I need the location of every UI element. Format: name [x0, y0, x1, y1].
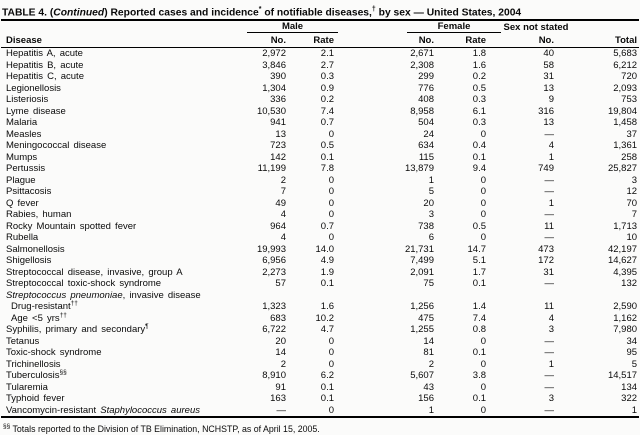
- male-rate-cell: 0.5: [320, 140, 334, 152]
- male-rate-cell: 0.2: [320, 94, 334, 106]
- table-row: [1, 152, 639, 164]
- table-row: [1, 278, 639, 290]
- title-text: ) Reported cases and incidence: [104, 7, 259, 19]
- sex-not-stated-no-cell: 473: [538, 243, 554, 255]
- female-no-cell: 5: [428, 186, 434, 198]
- female-rate-cell: 1.8: [472, 48, 486, 60]
- table-row: [1, 255, 639, 267]
- total-cell: 37: [626, 128, 638, 140]
- male-rate-cell: 4.7: [320, 324, 334, 336]
- table-row: [1, 267, 639, 279]
- disease-label: Syphilis, primary and secondary¶: [6, 323, 149, 336]
- table-row: [1, 175, 639, 187]
- female-no-cell: 299: [418, 71, 434, 83]
- sex-not-stated-no-cell: 31: [543, 266, 554, 278]
- table-row: [1, 83, 639, 95]
- female-rate-cell: 0.2: [472, 71, 486, 83]
- table-row: [1, 163, 639, 175]
- male-rate-cell: 0: [328, 358, 334, 370]
- sex-not-stated-no-cell: —: [544, 381, 554, 393]
- sex-not-stated-no-cell: 3: [548, 393, 554, 405]
- female-no-cell: 5,607: [410, 370, 434, 382]
- male-rate-cell: 0: [328, 128, 334, 140]
- total-cell: 1,713: [613, 220, 638, 232]
- footnote: [1, 418, 639, 434]
- sex-not-stated-no-cell: 13: [543, 82, 554, 94]
- sex-not-stated-no-cell: 4: [548, 140, 554, 152]
- table-row: [1, 129, 639, 141]
- table-row: [1, 382, 639, 394]
- male-no-cell: 4: [280, 209, 286, 221]
- male-rate-cell: 0.7: [320, 220, 334, 232]
- total-cell: 1: [631, 404, 638, 416]
- female-rate-cell: 0.1: [472, 151, 486, 163]
- male-rate-cell: 0.3: [320, 71, 334, 83]
- male-no-cell: 7: [280, 186, 286, 198]
- disease-label: Typhoid fever: [6, 393, 65, 405]
- total-cell: 6,212: [613, 59, 638, 71]
- female-rate-cell: 0: [480, 209, 486, 221]
- sex-not-stated-no-cell: —: [544, 232, 554, 244]
- disease-label: Hepatitis C, acute: [6, 71, 84, 83]
- disease-label: Psittacosis: [6, 186, 52, 198]
- sex-not-stated-no-cell: 172: [538, 255, 554, 267]
- table-row: [1, 301, 639, 313]
- sex-not-stated-no-cell: 316: [538, 105, 554, 117]
- sex-not-stated-no-cell: 11: [544, 220, 554, 232]
- male-no-cell: 57: [275, 278, 286, 290]
- total-cell: 25,827: [607, 163, 638, 175]
- footnote-marker-asterisk: *: [258, 6, 262, 13]
- male-no-cell: 964: [270, 220, 286, 232]
- male-rate-cell: 0: [328, 232, 334, 244]
- total-cell: 7,980: [613, 324, 638, 336]
- table-row: [1, 347, 639, 359]
- female-rate-cell: 0.8: [472, 324, 486, 336]
- disease-label: Streptococcal toxic-shock syndrome: [6, 278, 162, 290]
- column-header-sex-not-stated-no: No.: [486, 33, 554, 48]
- male-no-cell: [241, 290, 286, 302]
- total-cell: 753: [621, 94, 638, 106]
- male-rate-cell: 0.1: [320, 381, 334, 393]
- male-no-cell: 2: [280, 358, 286, 370]
- male-rate-cell: 0: [328, 347, 334, 359]
- disease-label: Mumps: [6, 151, 38, 163]
- male-rate-cell: 4.9: [320, 255, 334, 267]
- female-rate-cell: 3.8: [472, 370, 486, 382]
- table-row: [1, 186, 639, 198]
- female-no-cell: 1: [428, 174, 434, 186]
- male-no-cell: 13: [275, 128, 286, 140]
- total-cell: 258: [621, 151, 638, 163]
- group-header-cell: [1, 21, 639, 33]
- female-rate-cell: 0.1: [472, 278, 486, 290]
- male-rate-cell: 0: [328, 335, 334, 347]
- total-cell: 1,361: [613, 140, 638, 152]
- total-cell: 5,683: [613, 48, 638, 60]
- male-no-cell: 49: [275, 197, 286, 209]
- notifiable-diseases-table: [1, 21, 639, 416]
- female-rate-cell: 0: [480, 174, 486, 186]
- disease-label: Malaria: [6, 117, 38, 129]
- table-row: [1, 106, 639, 118]
- sex-not-stated-no-cell: —: [544, 128, 554, 140]
- disease-label: Pertussis: [6, 163, 46, 175]
- disease-label: Vancomycin-resistant Staphylococcus aureus: [6, 404, 200, 416]
- total-cell: 14,627: [607, 255, 638, 267]
- male-no-cell: 4: [280, 232, 286, 244]
- disease-label: Tularemia: [6, 381, 48, 393]
- male-rate-cell: 0.9: [320, 82, 334, 94]
- sex-not-stated-no-cell: —: [544, 186, 554, 198]
- female-no-cell: 738: [418, 220, 434, 232]
- disease-label: Drug-resistant††: [11, 300, 78, 313]
- table-row: [1, 324, 639, 336]
- male-rate-cell: 1.9: [320, 266, 334, 278]
- male-no-cell: 8,910: [262, 370, 286, 382]
- female-rate-cell: 0: [480, 232, 486, 244]
- total-cell: 134: [621, 381, 638, 393]
- total-cell: 10: [626, 232, 638, 244]
- footnote-marker: §§: [3, 423, 11, 431]
- female-rate-cell: 0: [480, 404, 486, 416]
- male-no-cell: —: [276, 404, 286, 416]
- female-no-cell: 1,255: [410, 324, 434, 336]
- disease-label: Lyme disease: [6, 105, 66, 117]
- table-row: [1, 117, 639, 129]
- disease-label: Legionellosis: [6, 82, 61, 94]
- group-header-row: [1, 21, 639, 33]
- male-no-cell: 336: [270, 94, 286, 106]
- column-header-male-rate: Rate: [286, 33, 334, 48]
- disease-label: Hepatitis B, acute: [6, 59, 84, 71]
- table-row: [1, 370, 639, 382]
- female-no-cell: 13,879: [404, 163, 434, 175]
- table-row: [1, 359, 639, 371]
- total-cell: 132: [621, 278, 638, 290]
- table-row: [1, 244, 639, 256]
- male-no-cell: 3,846: [262, 59, 286, 71]
- female-no-cell: 21,731: [404, 243, 434, 255]
- male-no-cell: 10,530: [256, 105, 286, 117]
- female-rate-cell: 0.5: [472, 220, 486, 232]
- table-row: [1, 209, 639, 221]
- disease-label: Meningococcal disease: [6, 140, 107, 152]
- column-header-row: [1, 33, 639, 48]
- footnote-marker-dagger: †: [371, 6, 376, 13]
- female-no-cell: 2,091: [410, 266, 434, 278]
- sex-not-stated-no-cell: 31: [543, 71, 554, 83]
- sex-not-stated-no-cell: —: [544, 174, 554, 186]
- female-rate-cell: 14.7: [467, 243, 486, 255]
- title-text: TABLE 4. (: [2, 7, 54, 19]
- table-row: [1, 405, 639, 417]
- footnote-text: Totals reported to the Division of TB Elimination, NCHSTP, as of April 15, 2005.: [10, 424, 320, 435]
- female-rate-cell: 5.1: [472, 255, 486, 267]
- total-cell: 322: [621, 393, 638, 405]
- sex-not-stated-no-cell: 4: [548, 312, 554, 324]
- sex-not-stated-no-cell: 11: [544, 301, 554, 313]
- female-no-cell: 7,499: [410, 255, 434, 267]
- male-no-cell: 1,304: [262, 82, 286, 94]
- male-no-cell: 6,722: [262, 324, 286, 336]
- male-rate-cell: 0: [328, 174, 334, 186]
- female-rate-cell: 0.3: [472, 117, 486, 129]
- disease-label: Tetanus: [6, 335, 40, 347]
- female-no-cell: 504: [418, 117, 434, 129]
- female-rate-cell: 0: [480, 128, 486, 140]
- disease-label: Hepatitis A, acute: [6, 48, 83, 60]
- sex-not-stated-no-cell: 40: [543, 48, 554, 60]
- male-rate-cell: 7.8: [320, 163, 334, 175]
- male-rate-cell: 2.7: [320, 59, 334, 71]
- female-rate-cell: 0: [480, 186, 486, 198]
- disease-label: Trichinellosis: [6, 358, 61, 370]
- male-rate-cell: 0.7: [320, 117, 334, 129]
- total-cell: 1,162: [613, 312, 638, 324]
- sex-not-stated-no-cell: —: [544, 404, 554, 416]
- total-cell: 14,517: [607, 370, 638, 382]
- title-text: by sex — United States, 2004: [375, 7, 522, 19]
- group-label-female: Female: [407, 21, 501, 33]
- table-row: [1, 336, 639, 348]
- female-rate-cell: 7.4: [472, 312, 486, 324]
- total-cell: [554, 290, 639, 302]
- disease-label: Streptococcal disease, invasive, group A: [6, 266, 183, 278]
- column-header-female-no: No.: [334, 33, 434, 48]
- total-cell: 7: [631, 209, 638, 221]
- male-rate-cell: 0: [328, 186, 334, 198]
- female-no-cell: 24: [423, 128, 434, 140]
- male-no-cell: 723: [270, 140, 286, 152]
- female-no-cell: 14: [423, 335, 434, 347]
- total-cell: 95: [626, 347, 638, 359]
- sex-not-stated-no-cell: 749: [538, 163, 554, 175]
- male-no-cell: 2,972: [262, 48, 286, 60]
- female-rate-cell: 0: [480, 358, 486, 370]
- total-cell: 4,395: [613, 266, 638, 278]
- total-cell: 34: [626, 335, 638, 347]
- male-no-cell: 20: [275, 335, 286, 347]
- male-rate-cell: 0: [328, 209, 334, 221]
- female-no-cell: 75: [423, 278, 434, 290]
- table-row: [1, 140, 639, 152]
- male-rate-cell: 0.1: [320, 278, 334, 290]
- male-no-cell: 142: [270, 151, 286, 163]
- female-no-cell: 3: [428, 209, 434, 221]
- table-row: [1, 71, 639, 83]
- female-rate-cell: [434, 290, 486, 302]
- female-rate-cell: 1.7: [472, 266, 486, 278]
- female-rate-cell: 1.4: [472, 301, 486, 313]
- sex-not-stated-no-cell: 1: [548, 151, 554, 163]
- disease-label: Measles: [6, 128, 42, 140]
- disease-label: Streptococcus pneumoniae, invasive disease: [6, 289, 201, 301]
- male-rate-cell: 0.1: [320, 393, 334, 405]
- disease-label: Salmonellosis: [6, 243, 65, 255]
- disease-label: Shigellosis: [6, 255, 52, 267]
- female-no-cell: 156: [418, 393, 434, 405]
- female-no-cell: 20: [423, 197, 434, 209]
- sex-not-stated-no-cell: —: [544, 335, 554, 347]
- male-rate-cell: 0.1: [320, 151, 334, 163]
- male-no-cell: 6,956: [262, 255, 286, 267]
- male-rate-cell: 14.0: [315, 243, 334, 255]
- female-no-cell: [334, 290, 434, 302]
- table-row: [1, 221, 639, 233]
- sex-not-stated-no-cell: —: [544, 209, 554, 221]
- sex-not-stated-no-cell: 1: [548, 197, 554, 209]
- disease-label: Rocky Mountain spotted fever: [6, 220, 137, 232]
- male-no-cell: 91: [275, 381, 286, 393]
- column-header-total: Total: [554, 33, 639, 48]
- female-rate-cell: 0.1: [472, 347, 486, 359]
- table-row: [1, 48, 639, 60]
- female-no-cell: 43: [423, 381, 434, 393]
- male-no-cell: 11,199: [257, 163, 286, 175]
- group-label-male: Male: [247, 21, 338, 33]
- male-no-cell: 390: [270, 71, 286, 83]
- disease-label: Tuberculosis§§: [6, 369, 67, 382]
- female-no-cell: 2: [428, 358, 434, 370]
- table-row: [1, 393, 639, 405]
- female-no-cell: 2,308: [410, 59, 434, 71]
- sex-not-stated-no-cell: 58: [543, 59, 554, 71]
- total-cell: 12: [626, 186, 638, 198]
- table-row: [1, 290, 639, 302]
- male-rate-cell: 1.6: [320, 301, 334, 313]
- total-cell: 1,458: [613, 117, 638, 129]
- female-rate-cell: 6.1: [472, 105, 486, 117]
- title-text: of notifiable diseases,: [261, 7, 372, 19]
- male-rate-cell: [286, 290, 334, 302]
- female-rate-cell: 0.3: [472, 94, 486, 106]
- male-rate-cell: 0: [328, 197, 334, 209]
- female-rate-cell: 9.4: [472, 163, 486, 175]
- female-rate-cell: 0: [480, 381, 486, 393]
- female-no-cell: 1,256: [410, 301, 434, 313]
- table-row: [1, 94, 639, 106]
- male-no-cell: 683: [270, 312, 286, 324]
- male-no-cell: 14: [275, 347, 286, 359]
- female-rate-cell: 0.1: [472, 393, 486, 405]
- column-header-disease: Disease: [1, 33, 241, 48]
- female-no-cell: 634: [418, 140, 434, 152]
- total-cell: 42,197: [607, 243, 638, 255]
- sex-not-stated-no-cell: 13: [543, 117, 554, 129]
- column-header-female-rate: Rate: [434, 33, 486, 48]
- female-rate-cell: 1.6: [472, 59, 486, 71]
- table-row: [1, 232, 639, 244]
- disease-label: Rubella: [6, 232, 39, 244]
- disease-label: Q fever: [6, 197, 39, 209]
- male-no-cell: 2: [280, 174, 286, 186]
- sex-not-stated-no-cell: [486, 290, 554, 302]
- female-no-cell: 776: [418, 82, 434, 94]
- disease-label: Plague: [6, 174, 36, 186]
- male-no-cell: 941: [270, 117, 286, 129]
- female-no-cell: 475: [418, 312, 434, 324]
- male-no-cell: 1,323: [262, 301, 286, 313]
- male-no-cell: 163: [270, 393, 286, 405]
- sex-not-stated-no-cell: 9: [548, 94, 554, 106]
- table-title: [1, 2, 639, 21]
- female-rate-cell: 0: [480, 197, 486, 209]
- column-header-male-no: No.: [241, 33, 286, 48]
- table-row: [1, 60, 639, 72]
- female-no-cell: 2,671: [410, 48, 434, 60]
- male-rate-cell: 10.2: [315, 312, 334, 324]
- sex-not-stated-no-cell: —: [544, 370, 554, 382]
- table-row: [1, 198, 639, 210]
- female-no-cell: 8,958: [410, 105, 434, 117]
- female-rate-cell: 0.5: [472, 82, 486, 94]
- sex-not-stated-no-cell: 1: [548, 358, 554, 370]
- disease-label: Toxic-shock syndrome: [6, 347, 102, 359]
- total-cell: 3: [631, 174, 638, 186]
- sex-not-stated-no-cell: 3: [548, 324, 554, 336]
- male-rate-cell: 2.1: [320, 48, 334, 60]
- female-no-cell: 115: [418, 151, 434, 163]
- male-rate-cell: 6.2: [320, 370, 334, 382]
- female-rate-cell: 0: [480, 335, 486, 347]
- male-rate-cell: 7.4: [320, 105, 334, 117]
- group-label-sex-not-stated: Sex not stated: [503, 22, 569, 34]
- total-cell: 19,804: [607, 105, 638, 117]
- female-no-cell: 408: [418, 94, 434, 106]
- female-no-cell: 81: [423, 347, 434, 359]
- sex-not-stated-no-cell: —: [544, 347, 554, 359]
- disease-label: Rabies, human: [6, 209, 72, 221]
- table-body: [1, 48, 639, 417]
- total-cell: 70: [626, 197, 638, 209]
- title-continued: Continued: [53, 7, 105, 19]
- disease-label: Listeriosis: [6, 94, 49, 106]
- total-cell: 2,093: [613, 82, 638, 94]
- male-rate-cell: 0: [328, 404, 334, 416]
- female-rate-cell: 0.4: [472, 140, 486, 152]
- total-cell: 5: [631, 358, 638, 370]
- total-cell: 2,590: [613, 301, 638, 313]
- male-no-cell: 19,993: [256, 243, 286, 255]
- sex-not-stated-no-cell: —: [544, 278, 554, 290]
- table-row: [1, 313, 639, 325]
- female-no-cell: 1: [428, 404, 434, 416]
- female-no-cell: 6: [428, 232, 434, 244]
- male-no-cell: 2,273: [262, 266, 286, 278]
- disease-label: Age <5 yrs††: [11, 311, 67, 324]
- total-cell: 720: [621, 71, 638, 83]
